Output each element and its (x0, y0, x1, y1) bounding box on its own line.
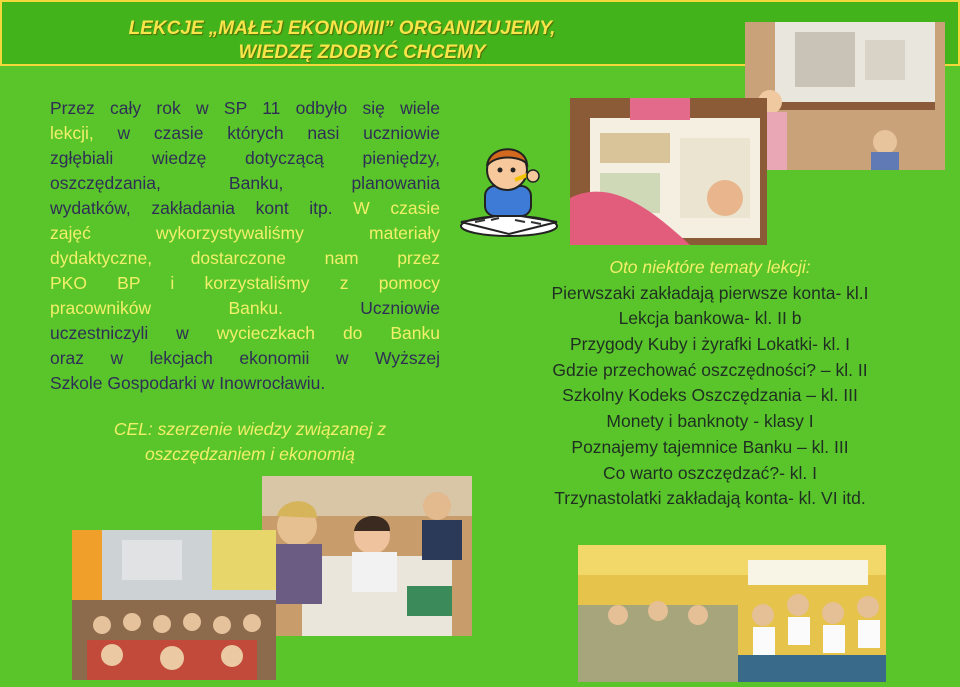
topic-item: Szkolny Kodeks Oszczędzania – kl. III (562, 385, 858, 406)
intro-line: oszczędzania, Banku, planowania (50, 173, 440, 193)
intro-line: zgłębiali wiedzę dotyczącą pieniędzy, (50, 148, 440, 168)
topics-heading: Oto niektóre tematy lekcji: (609, 257, 811, 277)
boy-reading-clipart (455, 130, 563, 242)
topic-item: Trzynastolatki zakładają konta- kl. VI itd. (554, 488, 866, 509)
intro-text: wydatków, zakładania kont itp. (50, 198, 333, 218)
topic-item: Przygody Kuby i żyrafki Lokatki- kl. I (569, 334, 851, 355)
highlight-text: wycieczkach do Banku (216, 323, 440, 343)
photo-kids-at-desks (262, 476, 472, 636)
topic-item: Lekcja bankowa- kl. II b (618, 308, 802, 329)
photo-classroom-screen (745, 22, 945, 170)
photo-workbook (570, 98, 767, 245)
photo-kids-with-cards (578, 545, 886, 682)
intro-line: Przez cały rok w SP 11 odbyło się wiele (50, 98, 440, 118)
highlight-text: W czasie (353, 198, 440, 218)
intro-text: uczestniczyli w (50, 323, 189, 343)
intro-line (50, 296, 440, 321)
lesson-goal (40, 417, 460, 467)
intro-line (50, 121, 440, 146)
topic-item: Gdzie przechować oszczędności? – kl. II (552, 359, 868, 380)
topic-item: Monety i banknoty - klasy I (606, 411, 814, 432)
intro-line: zajęć wykorzystywaliśmy materiały (50, 223, 440, 243)
topics-list (505, 255, 915, 512)
intro-line (50, 196, 440, 221)
topic-item: Co warto oszczędzać?- kl. I (603, 462, 817, 483)
highlight-text: lekcji, (50, 123, 94, 143)
photo-auditorium (72, 530, 276, 680)
intro-line: PKO BP i korzystaliśmy z pomocy (50, 273, 440, 293)
intro-line: oraz w lekcjach ekonomii w Wyższej (50, 348, 440, 368)
intro-text: w czasie których nasi uczniowie (117, 123, 440, 143)
topic-item: Poznajemy tajemnice Banku – kl. III (571, 436, 849, 457)
intro-line: Szkole Gospodarki w Inowrocławiu. (50, 373, 326, 393)
highlight-text: pracowników Banku. (50, 298, 283, 318)
goal-line-1: CEL: szerzenie wiedzy związanej z (113, 419, 387, 439)
intro-text: Uczniowie (360, 298, 440, 318)
page-title-line-1: LEKCJE „MAŁEJ EKONOMII” ORGANIZUJEMY, (128, 18, 556, 39)
goal-line-2: oszczędzaniem i ekonomią (144, 444, 356, 464)
page-title-line-2: WIEDZĘ ZDOBYĆ CHCEMY (238, 42, 486, 63)
intro-line: dydaktyczne, dostarczone nam przez (50, 248, 440, 268)
topic-item: Pierwszaki zakładają pierwsze konta- kl.I (551, 282, 869, 303)
intro-line (50, 321, 440, 346)
